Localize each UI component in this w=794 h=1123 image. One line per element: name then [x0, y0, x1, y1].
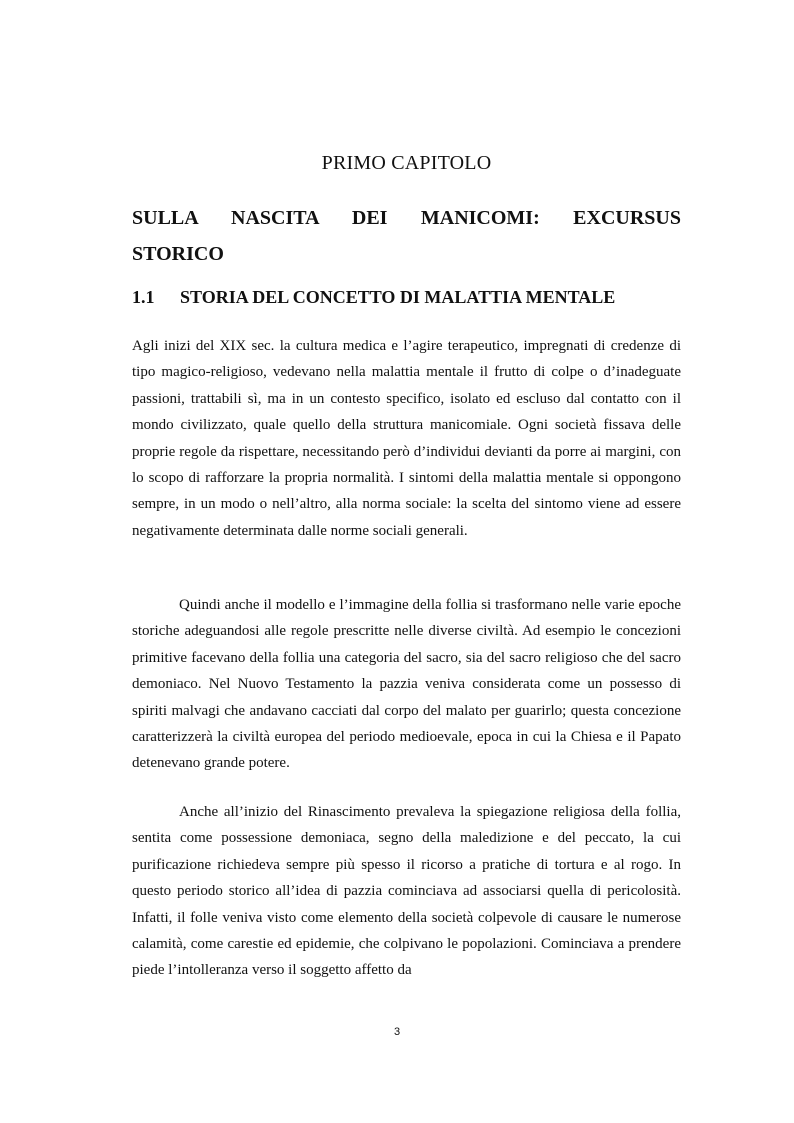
section-heading	[132, 287, 681, 308]
chapter-title	[132, 200, 681, 272]
chapter-title-line-2: STORICO	[132, 243, 224, 265]
chapter-title-line-1: SULLA NASCITA DEI MANICOMI: EXCURSUS	[132, 207, 681, 229]
paragraph-2: Quindi anche il modello e l’immagine della follia si trasformano nelle varie epoche storiche adeguandosi alle regole prescritte nelle diverse civiltà. Ad esempio le concezioni primitive facevano della follia una categoria del sacro, sia del sacro religioso che del sacro demoniaco. Nel Nuovo Testamento la pazzia veniva considerata come un possesso di spiriti malvagi che andavano cacciati dal corpo del malato per guarirlo; questa concezione caratterizzerà la civiltà europea del periodo medioevale, epoca in cui la Chiesa e il Papato detenevano grande potere.	[132, 597, 681, 772]
section-number: 1.1	[132, 287, 155, 307]
paragraph-1: Agli inizi del XIX sec. la cultura medica e l’agire terapeutico, impregnati di credenze di tipo magico-religioso, vedevano nella malattia mentale il frutto di colpe o d’inadeguate passioni, trattabili sì, ma in un contesto specifico, isolato ed escluso dal contatto con il mondo civilizzato, quale quello della struttura manicomiale. Ogni società fissava delle proprie regole da rispettare, necessitando però d’individui devianti da porre ai margini, con lo scopo di rafforzare la propria normalità. I sintomi della malattia mentale si oppongono sempre, in un modo o nell’altro, alla norma sociale: la scelta del sintomo viene ad essere negativamente determinata dalle norme sociali generali.	[132, 338, 681, 539]
section-title: STORIA DEL CONCETTO DI MALATTIA MENTALE	[180, 287, 616, 307]
paragraph-3: Anche all’inizio del Rinascimento prevaleva la spiegazione religiosa della follia, sentita come possessione demoniaca, segno della maledizione e del peccato, la cui purificazione richiedeva sempre più spesso il ricorso a pratiche di tortura e al rogo. In questo periodo storico all’idea di pazzia cominciava ad associarsi quella di pericolosità. Infatti, il folle veniva visto come elemento della società colpevole di causare le numerose calamità, come carestie ed epidemie, che colpivano le popolazioni. Cominciava a prendere piede l’intolleranza verso il soggetto affetto da	[132, 804, 681, 979]
page-number: 3	[393, 1026, 401, 1038]
chapter-heading: PRIMO CAPITOLO	[321, 152, 492, 174]
